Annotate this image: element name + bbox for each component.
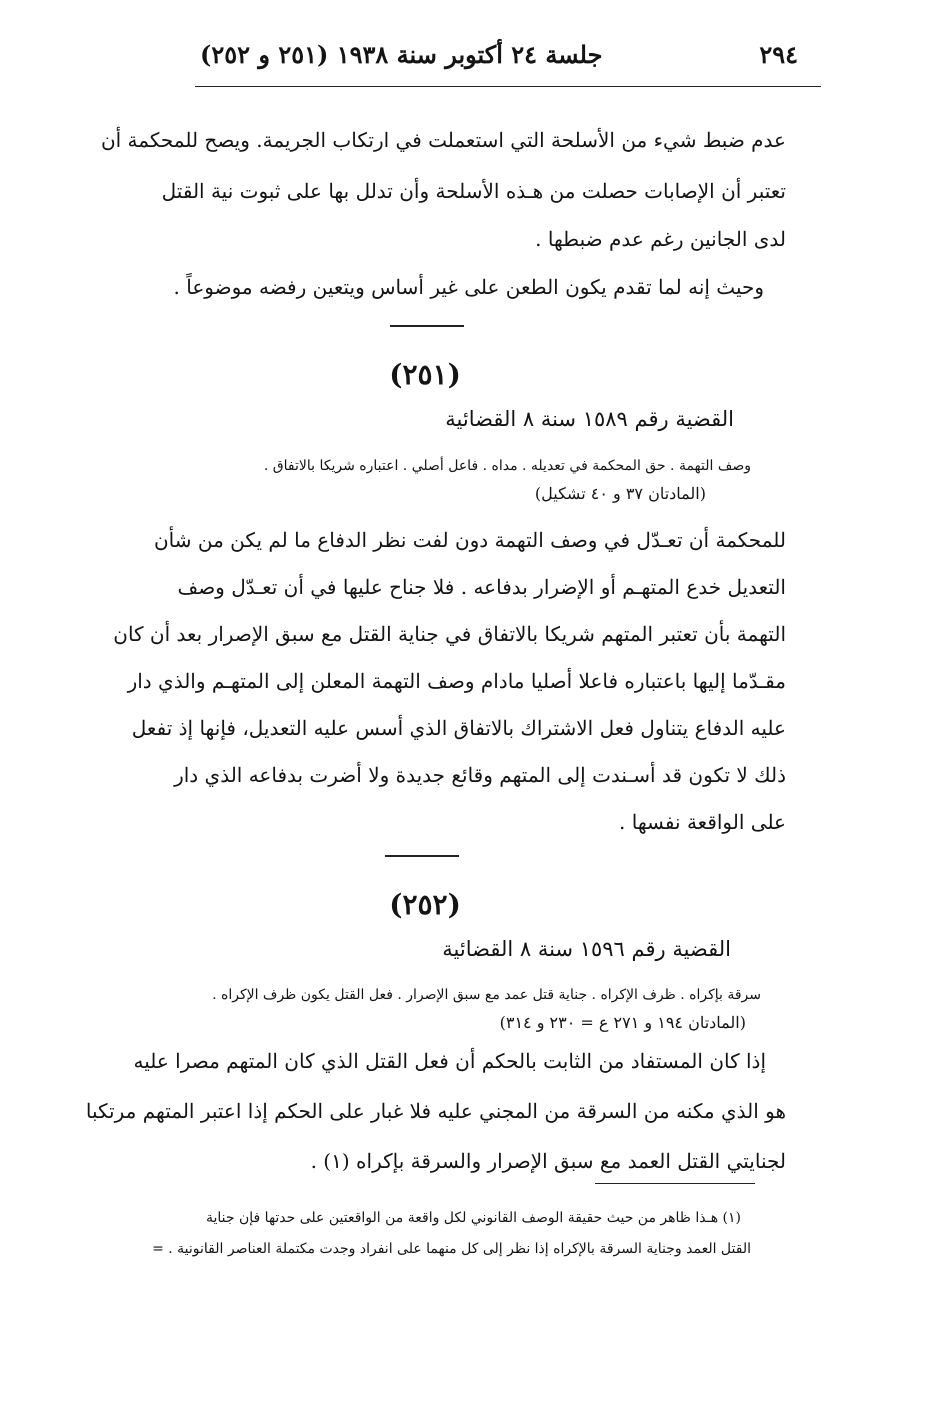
intro-line: تعتبر أن الإصابات حصلت من هـذه الأسلحة وأن تدلل بها على ثبوت نية القتل — [161, 179, 786, 203]
case-articles: (المادتان ١٩٤ و ٢٧١ ع = ٢٣٠ و ٣١٤) — [499, 1013, 746, 1032]
case-title: القضية رقم ١٥٩٦ سنة ٨ القضائية — [442, 937, 731, 961]
section-divider — [390, 325, 464, 327]
body-line: مقـدّما إليها باعتباره فاعلا أصليا مادام وصف التهمة المعلن إلى المتهـم والذي دار — [127, 669, 786, 693]
case-keywords: وصف التهمة . حق المحكمة في تعديله . مداه . فاعل أصلي . اعتباره شريكا بالاتفاق . — [263, 458, 751, 474]
body-line: ذلك لا تكون قد أسـندت إلى المتهم وقائع جديدة ولا أضرت بدفاعه الذي دار — [174, 763, 786, 787]
header-divider — [195, 86, 821, 87]
case-number: (٢٥١) — [389, 358, 461, 391]
footnote-line: القتل العمد وجناية السرقة بالإكراه إذا نظر إلى كل منهما على انفراد وجدت مكتملة العناصر القانونية . = — [152, 1241, 751, 1257]
case-title: القضية رقم ١٥٨٩ سنة ٨ القضائية — [445, 407, 734, 431]
body-line: إذا كان المستفاد من الثابت بالحكم أن فعل القتل الذي كان المتهم مصرا عليه — [133, 1049, 766, 1073]
case-252-body — [60, 1046, 786, 1186]
body-line: عليه الدفاع يتناول فعل الاشتراك بالاتفاق الذي أسس عليه التعديل، فإنها إذ تفعل — [131, 716, 786, 740]
page-number: ٢٩٤ — [759, 40, 798, 69]
body-line: على الواقعة نفسها . — [619, 810, 786, 834]
body-line: لجنايتي القتل العمد مع سبق الإصرار والسرقة بإكراه (١) . — [310, 1149, 786, 1173]
body-line: التهمة بأن تعتبر المتهم شريكا بالاتفاق في جناية القتل مع سبق الإصرار بعد أن كان — [113, 622, 786, 646]
body-line: هو الذي مكنه من السرقة من المجني عليه فلا غبار على الحكم إذا اعتبر المتهم مرتكبا — [85, 1099, 786, 1123]
case-251-body — [60, 525, 786, 845]
intro-line: وحيث إنه لما تقدم يكون الطعن على غير أساس ويتعين رفضه موضوعاً . — [173, 275, 764, 299]
body-line: التعديل خدع المتهـم أو الإضرار بدفاعه . فلا جناح عليها في أن تعـدّل وصف — [177, 575, 786, 599]
session-title: جلسة ٢٤ أكتوبر سنة ١٩٣٨ (٢٥١ و ٢٥٢) — [200, 40, 603, 69]
case-keywords: سرقة بإكراه . ظرف الإكراه . جناية قتل عمد مع سبق الإصرار . فعل القتل يكون ظرف الإكراه . — [212, 987, 761, 1003]
footnote-line: (١) هـذا ظاهر من حيث حقيقة الوصف القانوني لكل واقعة من الواقعتين على حدتها فإن جناية — [206, 1210, 741, 1226]
body-line: للمحكمة أن تعـدّل في وصف التهمة دون لفت نظر الدفاع ما لم يكن من شأن — [153, 528, 786, 552]
page-header — [200, 40, 798, 69]
case-articles: (المادتان ٣٧ و ٤٠ تشكيل) — [534, 484, 706, 503]
section-divider — [385, 855, 459, 857]
case-number: (٢٥٢) — [389, 888, 461, 921]
footnote-divider — [595, 1183, 755, 1184]
intro-line: عدم ضبط شيء من الأسلحة التي استعملت في ارتكاب الجريمة. ويصح للمحكمة أن — [100, 128, 786, 152]
intro-paragraph — [60, 125, 786, 305]
intro-line: لدى الجانين رغم عدم ضبطها . — [535, 227, 786, 251]
